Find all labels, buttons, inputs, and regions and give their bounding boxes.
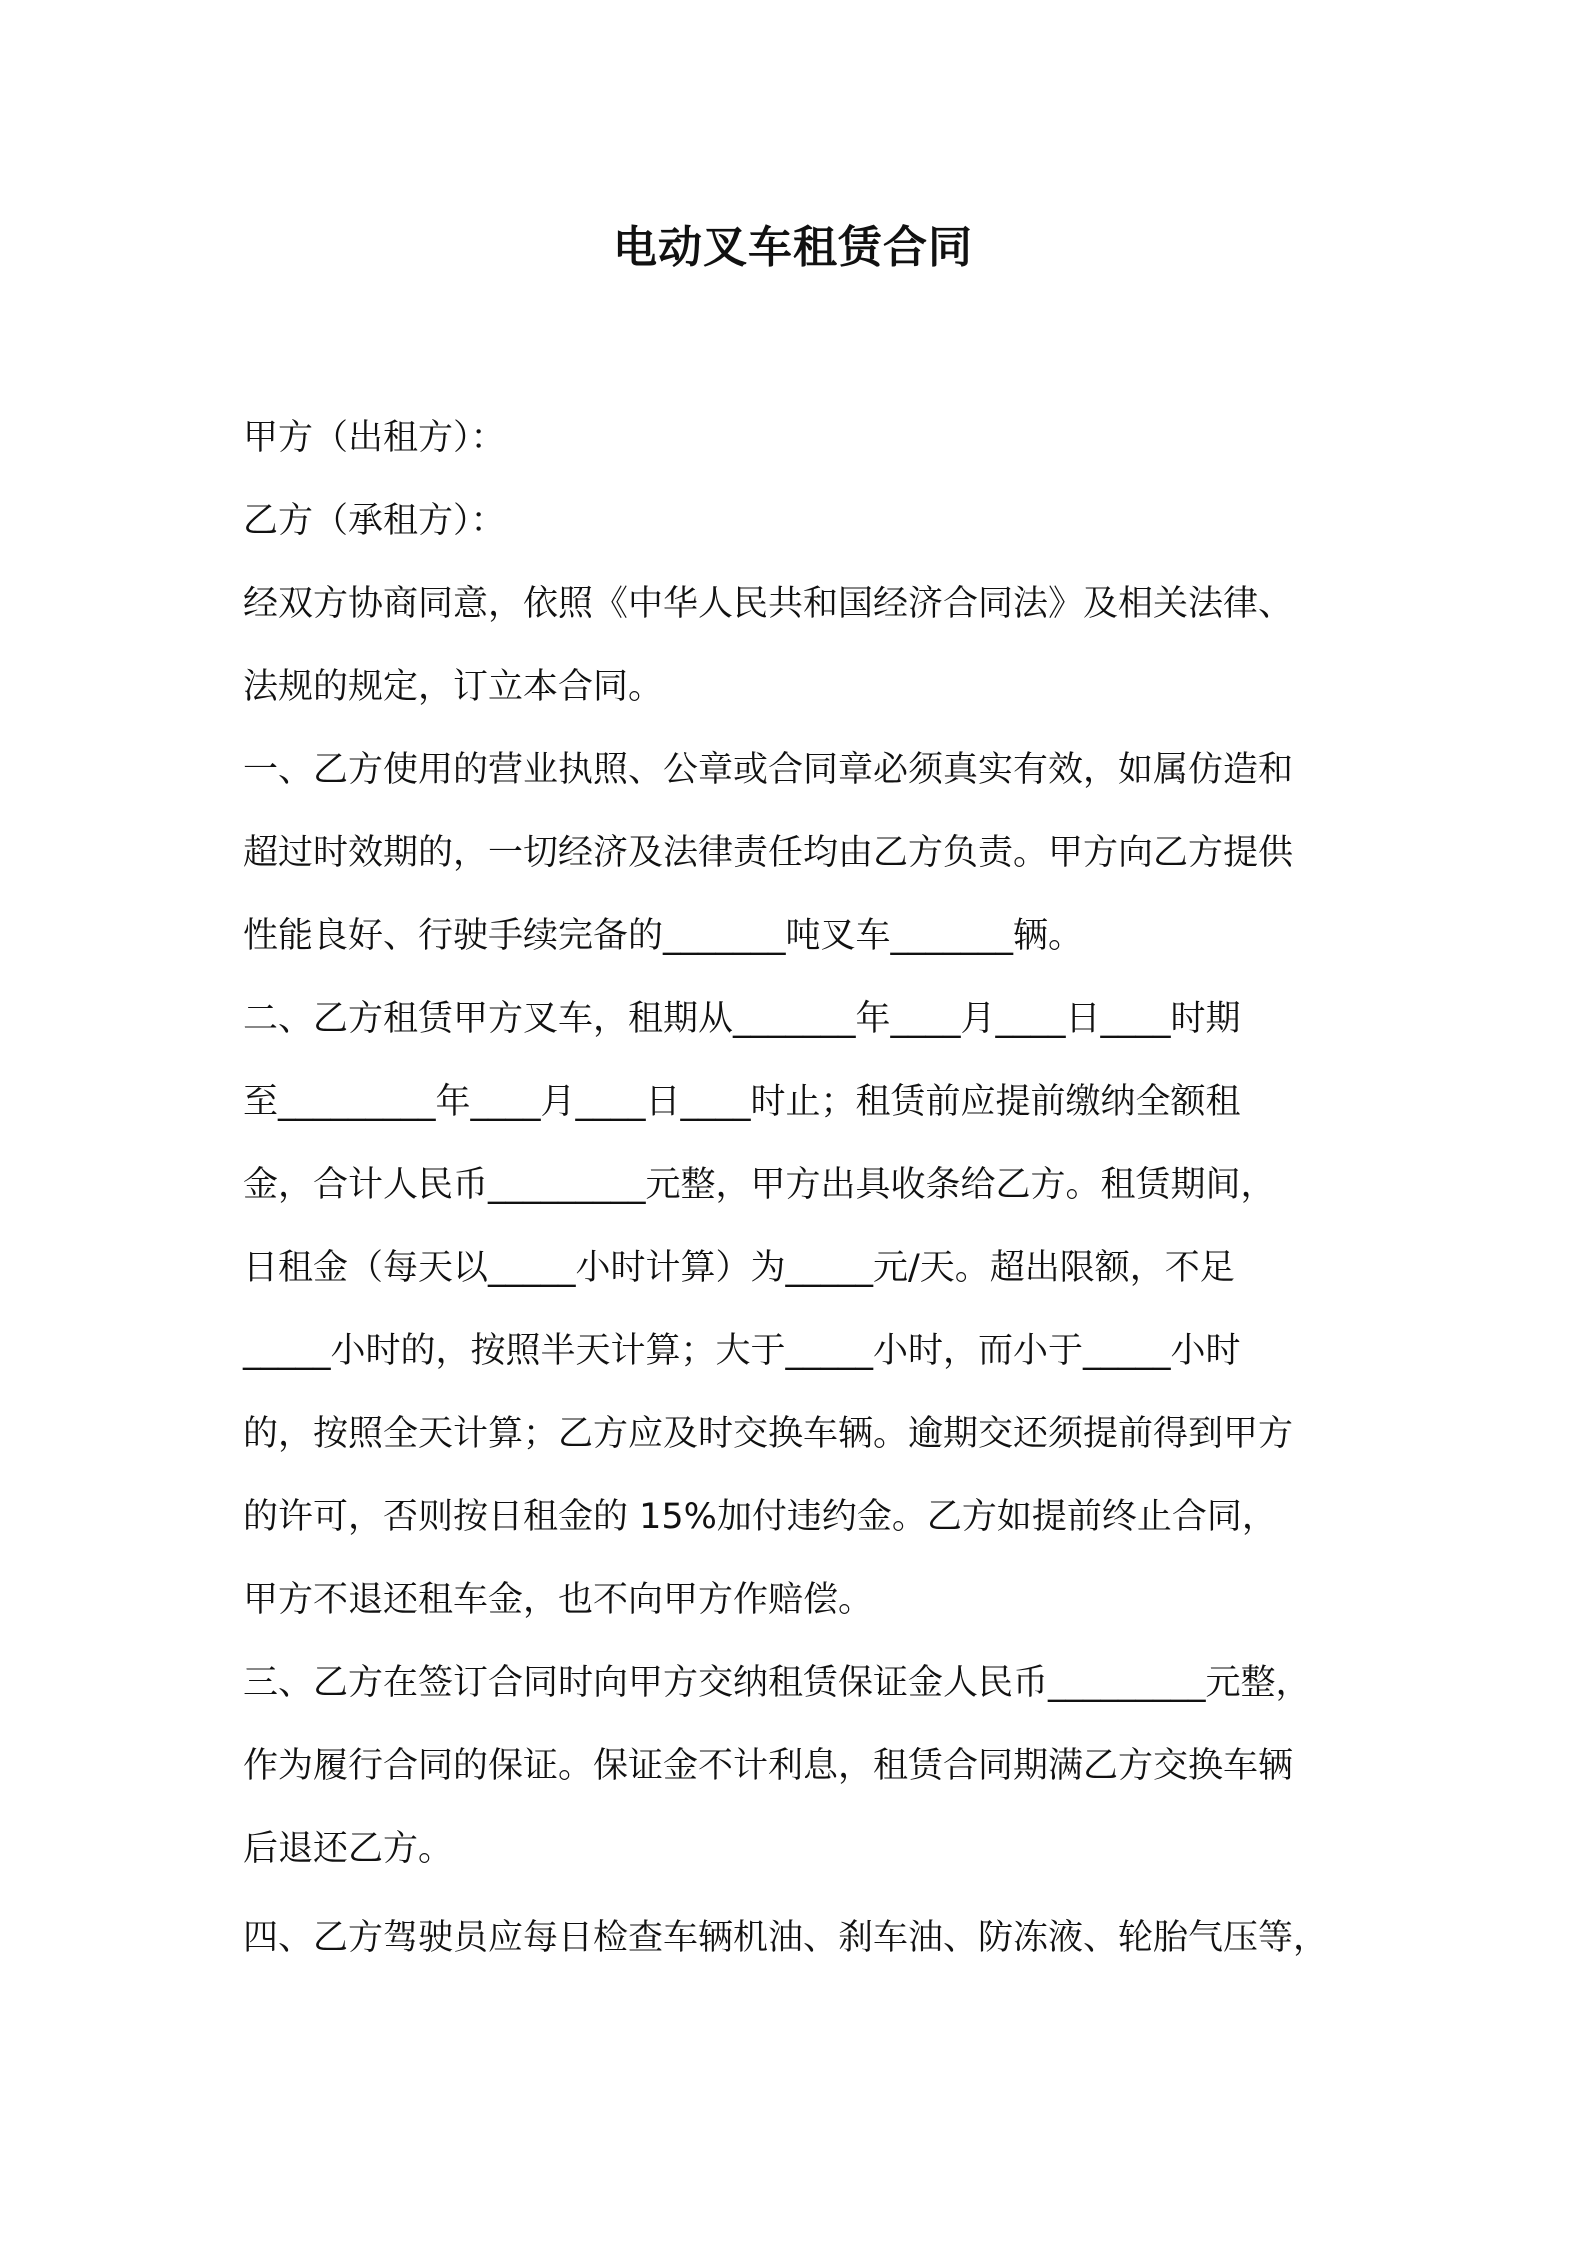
party-a-line: 甲方（出租方）：	[243, 418, 506, 458]
preamble-line-1: 经双方协商同意，依照《中华人民共和国经济合同法》及相关法律、	[243, 584, 1294, 624]
clause-2-line-4: 日租金（每天以_____小时计算）为_____元/天。超出限额，不足	[243, 1248, 1235, 1288]
clause-4-line-1: 四、乙方驾驶员应每日检查车辆机油、刹车油、防冻液、轮胎气压等，	[243, 1918, 1329, 1958]
clause-1-line-1: 一、乙方使用的营业执照、公章或合同章必须真实有效，如属仿造和	[243, 750, 1294, 790]
party-b-line: 乙方（承租方）：	[243, 501, 506, 541]
clause-3-line-1: 三、乙方在签订合同时向甲方交纳租赁保证金人民币_________元整，	[243, 1663, 1311, 1703]
clause-2-line-7: 的许可，否则按日租金的 15%加付违约金。乙方如提前终止合同，	[243, 1497, 1277, 1537]
preamble-line-2: 法规的规定，订立本合同。	[243, 667, 664, 707]
document-body	[243, 409, 1368, 1992]
clause-2-line-2: 至_________年____月____日____时止；租赁前应提前缴纳全额租	[243, 1082, 1241, 1122]
clause-3-line-3: 后退还乙方。	[243, 1829, 454, 1869]
clause-2-line-6: 的，按照全天计算；乙方应及时交换车辆。逾期交还须提前得到甲方	[243, 1414, 1294, 1454]
clause-1-line-2: 超过时效期的，一切经济及法律责任均由乙方负责。甲方向乙方提供	[243, 833, 1294, 873]
clause-2-line-5: _____小时的，按照半天计算；大于_____小时，而小于_____小时	[243, 1331, 1241, 1371]
clause-2-line-1: 二、乙方租赁甲方叉车，租期从_______年____月____日____时期	[243, 999, 1241, 1039]
clause-2-line-3: 金，合计人民币_________元整，甲方出具收条给乙方。租赁期间，	[243, 1165, 1276, 1205]
clause-2-line-8: 甲方不退还租车金，也不向甲方作赔偿。	[243, 1580, 874, 1620]
document-title: 电动叉车租赁合同	[613, 222, 973, 273]
clause-1-line-3: 性能良好、行驶手续完备的_______吨叉车_______辆。	[243, 916, 1084, 956]
clause-3-line-2: 作为履行合同的保证。保证金不计利息，租赁合同期满乙方交换车辆	[243, 1746, 1294, 1786]
